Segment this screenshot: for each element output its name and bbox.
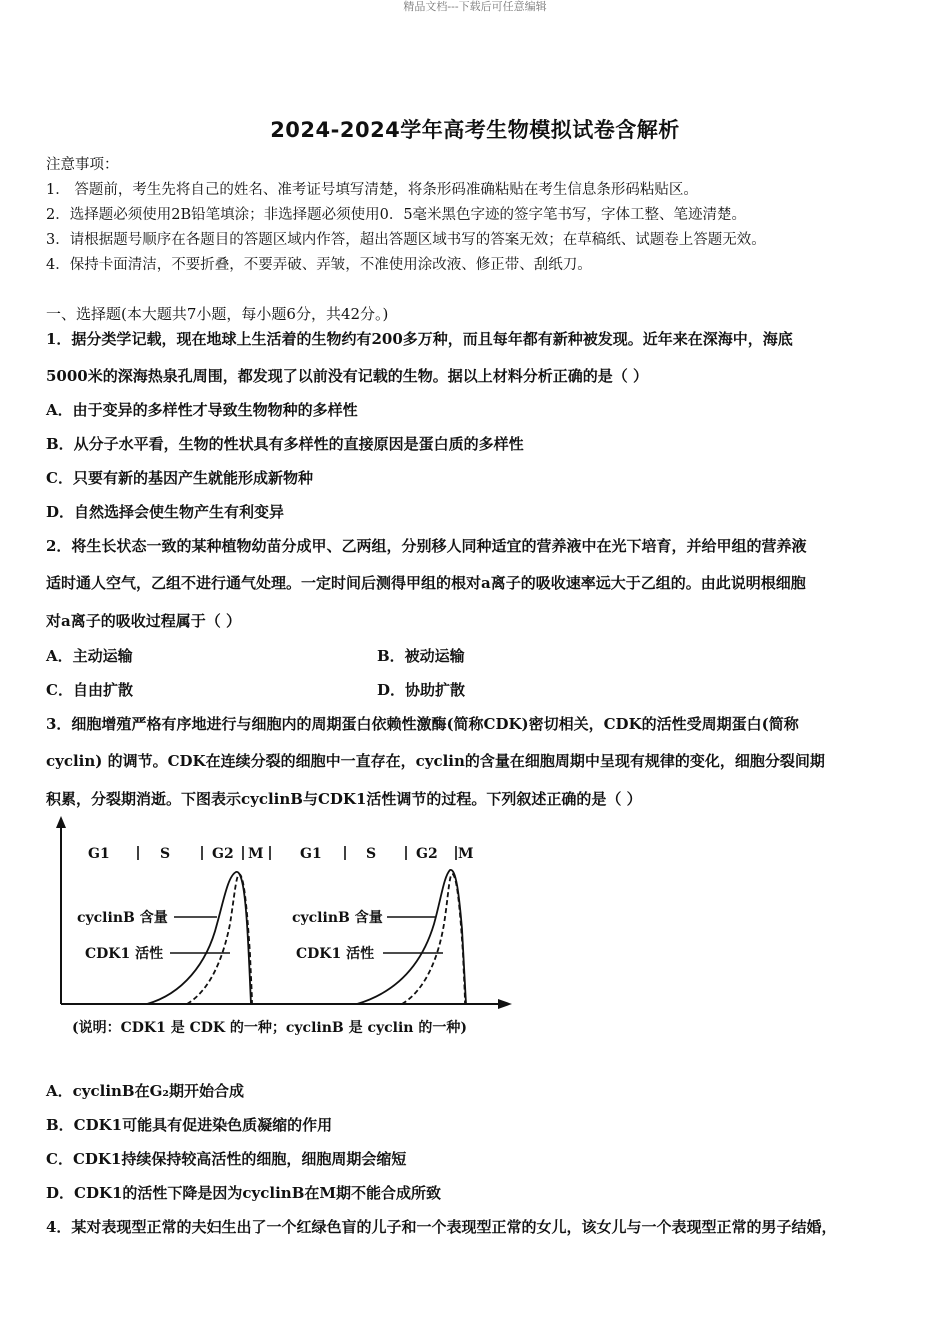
cyclinb-curve (357, 870, 466, 1004)
phase-dividers (138, 846, 456, 860)
cdk1-curve (187, 874, 252, 1004)
notice-item: 3．请根据题号顺序在各题目的答题区域内作答，超出答题区域书写的答案无效；在草稿纸、试题卷上答题无效。 (46, 232, 766, 248)
q1-option-d: D．自然选择会使生物产生有利变异 (46, 503, 285, 521)
q2-stem: 适时通人空气，乙组不进行通气处理。一定时间后测得甲组的根对a离子的吸收速率远大于乙组的。由此说明根细胞 (46, 574, 806, 592)
q1-option-a: A．由于变异的多样性才导致生物物种的多样性 (46, 401, 358, 419)
x-axis-arrow-icon (498, 999, 512, 1009)
page-header: 精品文档---下载后可任意编辑 (403, 0, 547, 13)
q1-stem: 5000米的深海热泉孔周围，都发现了以前没有记载的生物。据以上材料分析正确的是（ ） (46, 367, 648, 385)
q2-stem: 对a离子的吸收过程属于（ ） (46, 612, 241, 630)
q3-stem: 积累，分裂期消逝。下图表示cyclinB与CDK1活性调节的过程。下列叙述正确的是（ ） (46, 790, 642, 808)
phase-label: G2 (416, 846, 438, 862)
page-title: 2024-2024学年高考生物模拟试卷含解析 (270, 118, 680, 142)
y-axis-arrow-icon (56, 816, 66, 828)
cdk1-curve (402, 874, 465, 1004)
cdk1-label: CDK1 活性 (296, 946, 375, 962)
q3-option-a: A．cyclinB在G₂期开始合成 (46, 1082, 244, 1100)
phase-label: S (366, 846, 377, 862)
q3-option-d: D．CDK1的活性下降是因为cyclinB在M期不能合成所致 (46, 1184, 441, 1202)
q2-option-b: B．被动运输 (377, 647, 465, 665)
phase-label: M (458, 846, 474, 862)
cyclinb-curve (147, 872, 251, 1004)
q3-stem: cyclin) 的调节。CDK在连续分裂的细胞中一直存在，cyclin的含量在细胞周期中呈现有规律的变化，细胞分裂间期 (46, 752, 825, 770)
cdk1-label: CDK1 活性 (85, 946, 164, 962)
q3-option-c: C．CDK1持续保持较高活性的细胞，细胞周期会缩短 (46, 1150, 407, 1168)
q2-option-d: D．协助扩散 (377, 681, 466, 699)
notice-item: 1． 答题前，考生先将自己的姓名、准考证号填写清楚，将条形码准确粘贴在考生信息条形码粘贴区。 (46, 182, 698, 198)
notice-heading: 注意事项： (46, 157, 119, 173)
phase-label: M (248, 846, 264, 862)
section-heading: 一、选择题(本大题共7小题，每小题6分，共42分。) (46, 305, 389, 323)
cell-cycle-diagram (52, 814, 542, 1046)
q2-option-c: C．自由扩散 (46, 681, 133, 699)
q4-stem: 4．某对表现型正常的夫妇生出了一个红绿色盲的儿子和一个表现型正常的女儿，该女儿与一个表现型正常的男子结婚， (46, 1218, 837, 1236)
q3-option-b: B．CDK1可能具有促进染色质凝缩的作用 (46, 1116, 333, 1134)
cyclinb-label: cyclinB 含量 (77, 910, 168, 926)
q2-option-a: A．主动运输 (46, 647, 133, 665)
cyclinb-label: cyclinB 含量 (292, 910, 383, 926)
phase-label: G1 (88, 846, 110, 862)
q2-stem: 2．将生长状态一致的某种植物幼苗分成甲、乙两组，分别移人同种适宜的营养液中在光下培育，并给甲组的营养液 (46, 537, 807, 555)
phase-label: G1 (300, 846, 322, 862)
q3-stem: 3．细胞增殖严格有序地进行与细胞内的周期蛋白依赖性激酶(简称CDK)密切相关，CDK的活性受周期蛋白(简称 (46, 715, 799, 733)
q1-option-b: B．从分子水平看，生物的性状具有多样性的直接原因是蛋白质的多样性 (46, 435, 524, 453)
phase-label: S (160, 846, 171, 862)
diagram-caption: (说明：CDK1 是 CDK 的一种；cyclinB 是 cyclin 的一种) (72, 1020, 467, 1036)
notice-item: 4．保持卡面清洁，不要折叠，不要弄破、弄皱，不准使用涂改液、修正带、刮纸刀。 (46, 257, 592, 273)
q1-option-c: C．只要有新的基因产生就能形成新物种 (46, 469, 313, 487)
phase-label: G2 (212, 846, 234, 862)
q1-stem: 1．据分类学记载，现在地球上生活着的生物约有200多万种，而且每年都有新种被发现。近年来在深海中，海底 (46, 330, 793, 348)
notice-item: 2．选择题必须使用2B铅笔填涂；非选择题必须使用0．5毫米黑色字迹的签字笔书写，字体工整、笔迹清楚。 (46, 207, 747, 223)
